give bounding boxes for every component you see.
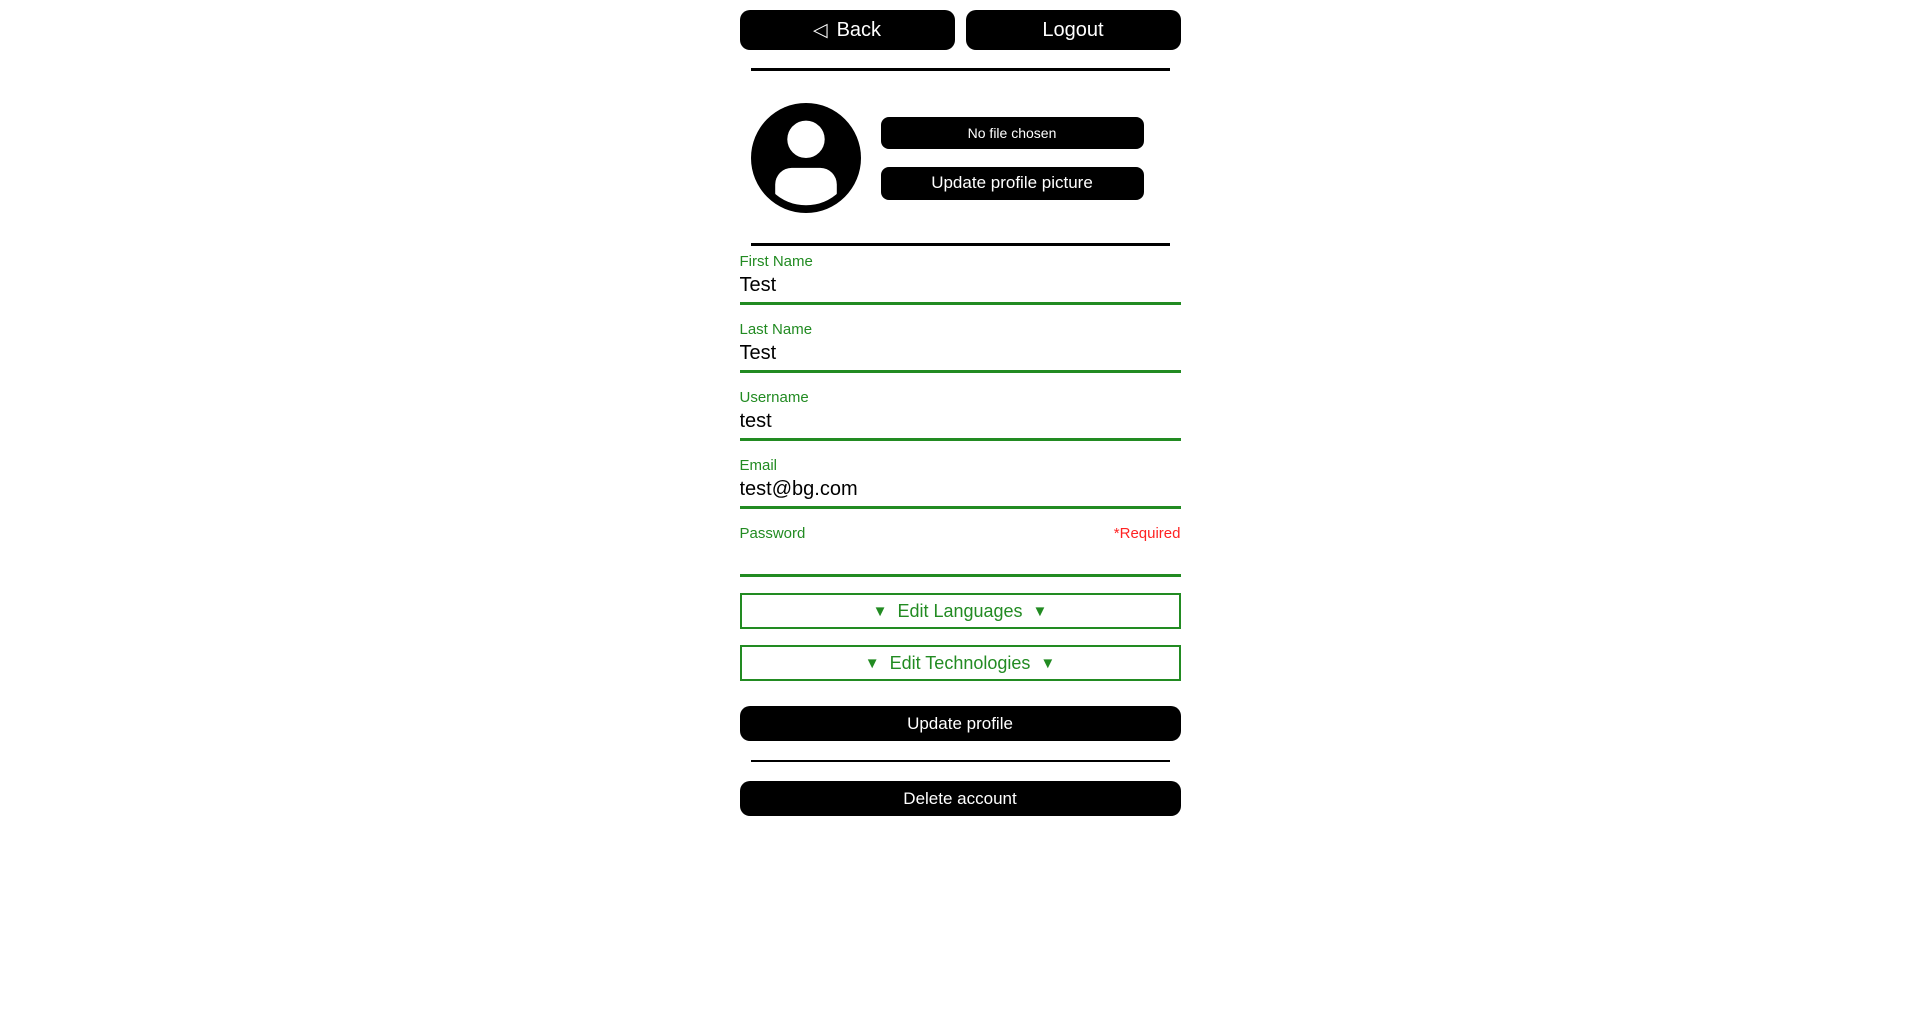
- avatar-person-icon: [751, 103, 861, 213]
- field-group-email: [740, 457, 1181, 509]
- email-label: Email: [739, 457, 778, 474]
- topbar: [740, 10, 1181, 50]
- chevron-down-icon: ▼: [864, 654, 880, 672]
- update-picture-button[interactable]: [881, 167, 1144, 200]
- password-label: Password: [739, 525, 806, 542]
- divider: [751, 243, 1170, 246]
- edit-languages-label: Edit Languages: [897, 600, 1023, 621]
- chevron-down-icon: ▼: [872, 602, 888, 620]
- divider: [751, 68, 1170, 71]
- email-input[interactable]: [740, 475, 1181, 509]
- logout-button-label: Logout: [1042, 18, 1104, 41]
- chevron-down-icon: ▼: [1032, 602, 1048, 620]
- profile-picture-section: [740, 103, 1181, 213]
- chevron-down-icon: ▼: [1040, 654, 1056, 672]
- field-group-first-name: [740, 253, 1181, 305]
- profile-page: [740, 0, 1181, 816]
- first-name-label: First Name: [739, 253, 813, 270]
- picture-buttons: [881, 117, 1144, 200]
- divider: [751, 760, 1170, 762]
- edit-technologies-button[interactable]: [740, 645, 1181, 681]
- edit-technologies-label: Edit Technologies: [889, 652, 1031, 673]
- back-button[interactable]: [740, 10, 955, 50]
- update-profile-button[interactable]: [740, 706, 1181, 741]
- required-badge: *Required: [1113, 525, 1181, 542]
- first-name-input[interactable]: [740, 271, 1181, 305]
- back-button-label: Back: [836, 18, 882, 41]
- update-picture-button-label: Update profile picture: [931, 173, 1093, 192]
- back-arrow-icon: ◁: [812, 19, 828, 41]
- edit-languages-button[interactable]: [740, 593, 1181, 629]
- field-group-last-name: [740, 321, 1181, 373]
- update-profile-button-label: Update profile: [907, 713, 1013, 733]
- profile-form: [740, 253, 1181, 577]
- last-name-label: Last Name: [739, 321, 813, 338]
- profile-picture-file-input[interactable]: [881, 117, 1144, 149]
- field-group-username: [740, 389, 1181, 441]
- username-label: Username: [739, 389, 809, 406]
- delete-account-button[interactable]: [740, 781, 1181, 816]
- username-input[interactable]: [740, 407, 1181, 441]
- delete-account-button-label: Delete account: [903, 788, 1017, 808]
- field-group-password: [740, 525, 1181, 577]
- password-input[interactable]: [740, 543, 1181, 577]
- logout-button[interactable]: [966, 10, 1181, 50]
- last-name-input[interactable]: [740, 339, 1181, 373]
- file-status-text: No file chosen: [967, 124, 1057, 141]
